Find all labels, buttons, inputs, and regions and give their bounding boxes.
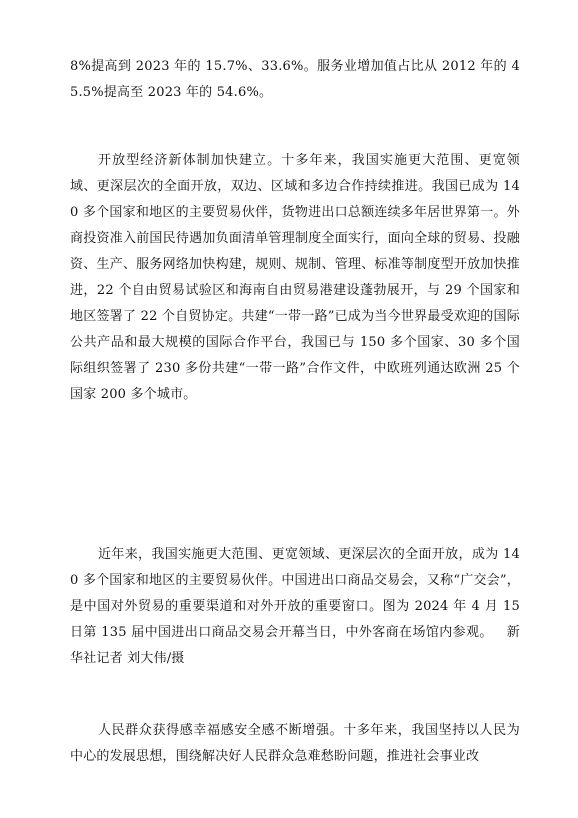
photo-caption-text: 近年来，我国实施更大范围、更宽领域、更深层次的全面开放，成为 140 多个国家和地区的主要贸易伙伴。中国进出口商品交易会，又称“广交会”，是中国对外贸易的重要渠道和对外开放的重要窗口。图为 2024 年 4 月 15 日第 135 届中国进出口商品交易会开幕当日，中外客商在场馆内参观。 bbox=[70, 547, 520, 640]
photo-credit: 新华社记者 刘大伟/摄 bbox=[70, 625, 520, 666]
paragraph-open-economy: 开放型经济新体制加快建立。十多年来，我国实施更大范围、更宽领域、更深层次的全面开放，双边、区域和多边合作持续推进。我国已成为 140 多个国家和地区的主要贸易伙伴，货物进出口总额连续多年居世界第一。外商投资准入前国民待遇加负面清单管理制度全面实行，面向全球的贸易、投融资、生产、服务网络加快构建，规则、规制、管理、标准等制度型开放加快推进，22 个自由贸易试验区和海南自由贸易港建设蓬勃展开，与 29 个国家和地区签署了 22 个自贸协定。共建“一带一路”已成为当今世界最受欢迎的国际公共产品和最大规模的国际合作平台，我国已与 150 多个国家、30 多个国际组织签署了 230 多份共建“一带一路”合作文件，中欧班列通达欧洲 25 个国家 200 多个城市。 bbox=[70, 153, 520, 402]
photo-caption bbox=[70, 542, 520, 672]
paragraph-people-wellbeing: 人民群众获得感幸福感安全感不断增强。十多年来，我国坚持以人民为中心的发展思想，围绕解决好人民群众急难愁盼问题，推进社会事业改 bbox=[70, 723, 520, 764]
paragraph-continuation: 8%提高到 2023 年的 15.7%、33.6%。服务业增加值占比从 2012 年的 45.5%提高至 2023 年的 54.6%。 bbox=[70, 59, 520, 100]
